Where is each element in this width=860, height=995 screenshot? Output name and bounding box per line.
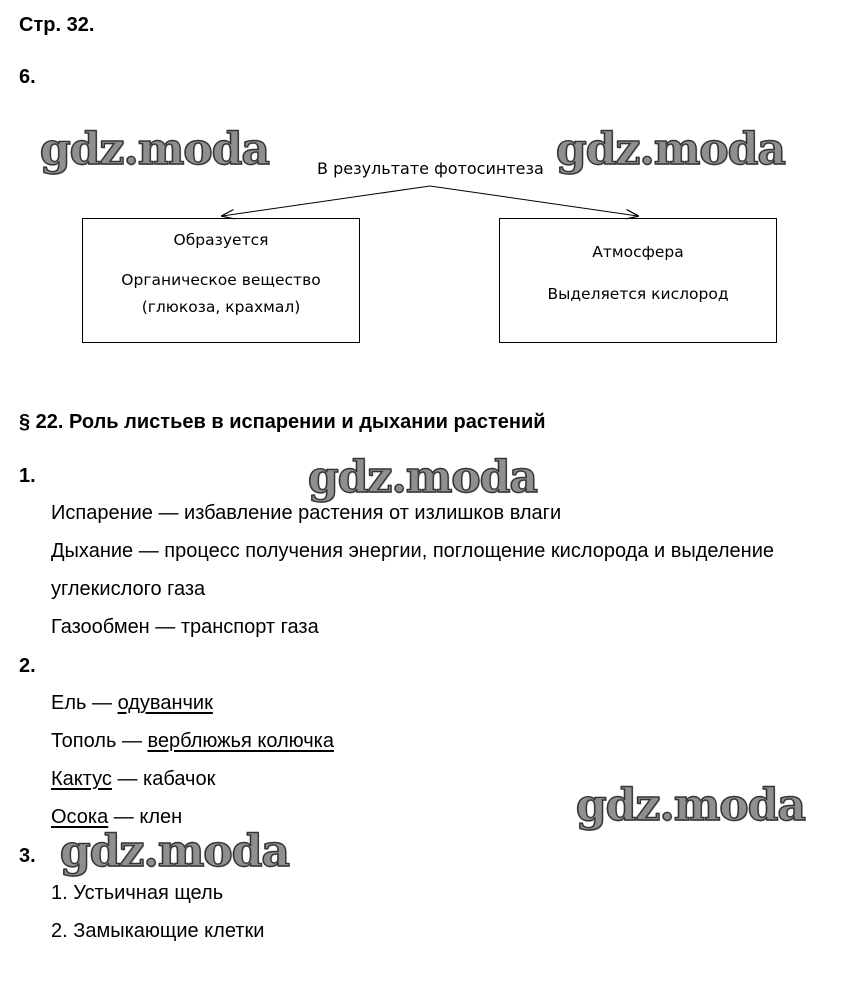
q3-line-1: 1. Устьичная щель [51, 882, 224, 904]
right-box-line-1: Атмосфера [592, 243, 684, 261]
section-title: § 22. Роль листьев в испарении и дыхании растений [19, 411, 546, 433]
q2-pair-4-left: Осока [51, 806, 109, 828]
watermark-logo: gdz.moda [60, 826, 290, 877]
q1-line-gas-exchange: Газообмен — транспорт газа [51, 616, 319, 638]
watermark-logo: gdz.moda [40, 124, 270, 175]
diagram-top-label: В результате фотосинтеза [317, 159, 544, 178]
q2-pair-4-right: клен [139, 806, 183, 828]
task-6-number: 6. [19, 66, 36, 88]
q2-pair-3-left: Кактус [51, 768, 112, 790]
q2-pair-3-sep: — [111, 768, 144, 790]
q2-pair-3-right: кабачок [143, 768, 216, 790]
watermark-logo: gdz.moda [308, 452, 538, 503]
q1-line-respiration-cont: углекислого газа [51, 578, 206, 600]
q1-line-evaporation: Испарение — избавление растения от излишков влаги [51, 502, 562, 524]
page-label: Стр. 32. [19, 14, 95, 36]
q1-line-respiration: Дыхание — процесс получения энергии, поглощение кислорода и выделение [51, 540, 774, 562]
q2-pair-1-left: Ель [51, 692, 87, 714]
q2-pair-2-sep: — [116, 730, 148, 752]
right-box-line-2: Выделяется кислород [547, 285, 729, 303]
arrow-to-left-box [222, 186, 430, 216]
left-box-organic-matter [82, 218, 360, 343]
q2-pair-3 [51, 767, 215, 791]
q2-pair-4-sep: — [108, 806, 140, 828]
left-box-line-2: Органическое вещество [121, 271, 321, 289]
question-1-number: 1. [19, 465, 36, 487]
q2-pair-1-sep: — [86, 692, 118, 714]
watermark-logo: gdz.moda [576, 780, 806, 831]
q3-line-2: 2. Замыкающие клетки [51, 920, 265, 942]
arrow-to-right-box [430, 186, 638, 216]
question-2-number: 2. [19, 655, 36, 677]
q2-pair-2-left: Тополь [51, 730, 117, 752]
q2-pair-1-right: одуванчик [117, 692, 213, 714]
watermark-logo: gdz.moda [556, 124, 786, 175]
question-3-number: 3. [19, 845, 36, 867]
left-box-line-1: Образуется [173, 231, 269, 249]
q2-pair-1 [51, 691, 213, 715]
right-box-oxygen [499, 218, 777, 343]
q2-pair-2 [51, 729, 334, 753]
left-box-line-3: (глюкоза, крахмал) [141, 298, 301, 316]
q2-pair-2-right: верблюжья колючка [147, 730, 334, 752]
